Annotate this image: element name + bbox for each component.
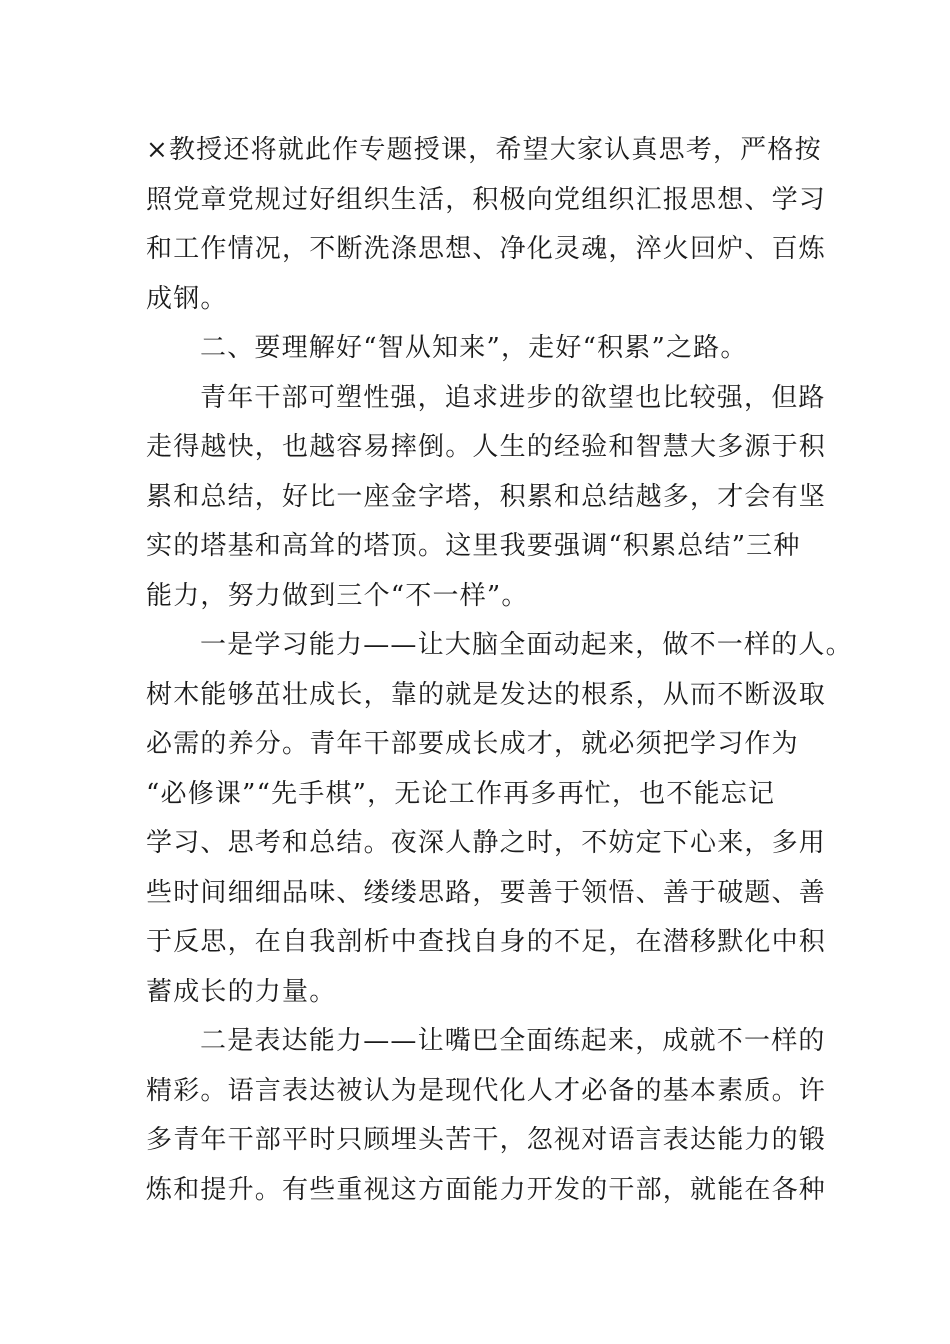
text-line: 累和总结，好比一座金字塔，积累和总结越多，才会有坚 bbox=[146, 481, 827, 512]
text-line: 二是表达能力——让嘴巴全面练起来，成就不一样的 bbox=[200, 1026, 826, 1056]
text-line: 能力，努力做到三个“不一样”。 bbox=[146, 580, 529, 611]
text-line: 于反思，在自我剖析中查找自身的不足，在潜移默化中积 bbox=[146, 927, 827, 957]
text-line: 走得越快，也越容易摔倒。人生的经验和智慧大多源于积 bbox=[146, 432, 827, 462]
text-line: “必修课”“先手棋”，无论工作再多再忙，也不能忘记 bbox=[146, 778, 776, 809]
text-line: 精彩。语言表达被认为是现代化人才必备的基本素质。许 bbox=[146, 1075, 827, 1106]
text-line: 多青年干部平时只顾埋头苦干，忽视对语言表达能力的锻 bbox=[146, 1125, 827, 1155]
text-line: 实的塔基和高耸的塔顶。这里我要强调“积累总结”三种 bbox=[146, 531, 801, 561]
text-line: 一是学习能力——让大脑全面动起来，做不一样的人。 bbox=[200, 630, 853, 660]
body-text bbox=[146, 126, 853, 1215]
text-line: 炼和提升。有些重视这方面能力开发的干部，就能在各种 bbox=[146, 1174, 827, 1205]
text-line: 些时间细细品味、缕缕思路，要善于领悟、善于破题、善 bbox=[146, 877, 827, 908]
text-line: 和工作情况，不断洗涤思想、净化灵魂，淬火回炉、百炼 bbox=[146, 234, 827, 264]
text-line: 学习、思考和总结。夜深人静之时，不妨定下心来，多用 bbox=[146, 828, 827, 858]
text-line: 蓄成长的力量。 bbox=[146, 976, 337, 1007]
text-line: 二、要理解好“智从知来”，走好“积累”之路。 bbox=[200, 333, 748, 363]
text-line: ×教授还将就此作专题授课，希望大家认真思考，严格按 bbox=[146, 135, 822, 165]
text-line: 青年干部可塑性强，追求进步的欲望也比较强，但路 bbox=[200, 382, 826, 413]
text-line: 照党章党规过好组织生活，积极向党组织汇报思想、学习 bbox=[146, 184, 827, 215]
text-line: 树木能够茁壮成长，靠的就是发达的根系，从而不断汲取 bbox=[146, 679, 827, 710]
text-line: 必需的养分。青年干部要成长成才，就必须把学习作为 bbox=[146, 729, 799, 759]
text-line: 成钢。 bbox=[146, 283, 228, 314]
